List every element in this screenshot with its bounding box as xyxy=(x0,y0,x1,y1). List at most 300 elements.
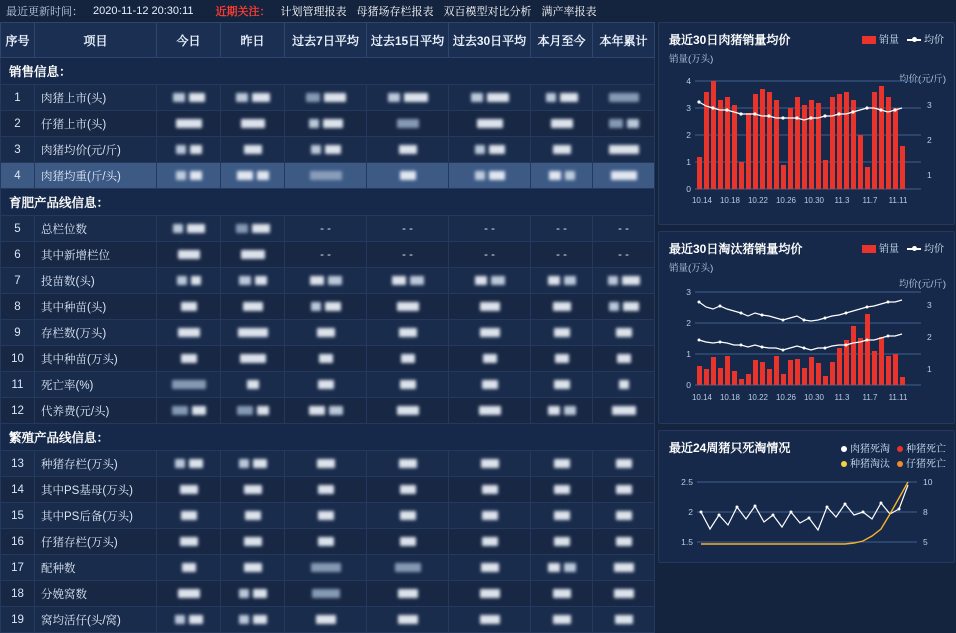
cell-today xyxy=(157,268,221,294)
legend-sales-volume[interactable] xyxy=(862,31,899,46)
svg-text:4: 4 xyxy=(686,76,691,86)
cell-avg15 xyxy=(367,85,449,111)
cell-yesterday xyxy=(221,242,285,268)
legend-label-volume: 销量 xyxy=(879,35,899,46)
cell-avg7 xyxy=(285,294,367,320)
svg-text:2: 2 xyxy=(927,331,932,342)
cell-avg15 xyxy=(367,111,449,137)
row-index: 2 xyxy=(1,111,35,137)
cell-today xyxy=(157,111,221,137)
row-index: 19 xyxy=(1,607,35,633)
svg-text:3: 3 xyxy=(686,103,691,113)
section-title: 繁殖产品线信息： xyxy=(1,424,655,451)
cell-ytd xyxy=(593,451,655,477)
col-avg30[interactable]: 过去30日平均 xyxy=(449,23,531,58)
dashboard-body xyxy=(0,22,955,627)
legend-breeder-death[interactable] xyxy=(897,440,946,455)
svg-text:2: 2 xyxy=(688,507,693,517)
update-time-label: 最近更新时间： xyxy=(6,6,83,18)
cell-mtd xyxy=(531,320,593,346)
legend-label-volume-2: 销量 xyxy=(879,243,899,255)
cell-mtd xyxy=(531,503,593,529)
chart-legend-3 xyxy=(841,440,946,455)
table-row[interactable] xyxy=(1,242,655,268)
legend-label-2: 种猪死亡 xyxy=(906,444,946,455)
cell-mtd xyxy=(531,268,593,294)
chart1-ylabel: 销量(万头) xyxy=(669,54,714,65)
row-index: 9 xyxy=(1,320,35,346)
row-label: 分娩窝数 xyxy=(35,581,157,607)
link-sow-inventory-report[interactable]: 母猪场存栏报表 xyxy=(356,6,434,18)
section-title: 销售信息： xyxy=(1,58,655,85)
svg-text:3: 3 xyxy=(927,100,932,110)
row-label: 其中种苗(头) xyxy=(35,294,157,320)
cell-avg30 xyxy=(449,529,531,555)
svg-text:10.14: 10.14 xyxy=(691,392,713,402)
legend-avg-price-2[interactable] xyxy=(907,240,944,255)
cell-avg15: - - xyxy=(367,216,449,242)
svg-text:1: 1 xyxy=(927,363,932,374)
legend-swatch-bar xyxy=(862,245,876,253)
svg-text:3: 3 xyxy=(686,286,691,297)
table-header-row xyxy=(1,23,655,58)
cell-avg7 xyxy=(285,346,367,372)
cell-today xyxy=(157,320,221,346)
cell-ytd xyxy=(593,398,655,424)
svg-text:2.5: 2.5 xyxy=(681,477,693,487)
cell-today xyxy=(157,477,221,503)
row-label: 投苗数(头) xyxy=(35,268,157,294)
row-index: 10 xyxy=(1,346,35,372)
chart2-bars xyxy=(697,314,905,385)
chart-title-1: 最近30日肉猪销量均价 xyxy=(669,33,791,47)
chart1-canvas xyxy=(659,67,956,217)
table-row[interactable] xyxy=(1,451,655,477)
legend-label-price: 均价 xyxy=(924,35,944,46)
table-row[interactable] xyxy=(1,372,655,398)
cell-avg15 xyxy=(367,320,449,346)
legend-swatch-line xyxy=(907,39,921,41)
cell-avg7 xyxy=(285,398,367,424)
legend-swatch-bar xyxy=(862,36,876,44)
row-index: 6 xyxy=(1,242,35,268)
cell-avg15 xyxy=(367,555,449,581)
cell-mtd xyxy=(531,137,593,163)
cell-yesterday xyxy=(221,163,285,189)
legend-breeder-cull[interactable] xyxy=(841,455,890,470)
row-label: 窝均活仔(头/窝) xyxy=(35,607,157,633)
chart-legend-1 xyxy=(862,31,944,46)
cell-avg15 xyxy=(367,398,449,424)
charts-column xyxy=(658,22,955,563)
cell-ytd xyxy=(593,477,655,503)
svg-text:11.3: 11.3 xyxy=(834,196,850,205)
focus-label: 近期关注： xyxy=(215,6,271,18)
cell-avg15 xyxy=(367,294,449,320)
row-label: 代养费(元/头) xyxy=(35,398,157,424)
cell-mtd xyxy=(531,163,593,189)
cell-avg15 xyxy=(367,451,449,477)
link-plan-report[interactable]: 计划管理报表 xyxy=(280,6,347,18)
cell-ytd xyxy=(593,555,655,581)
svg-text:11.3: 11.3 xyxy=(834,392,850,402)
cell-avg7 xyxy=(285,137,367,163)
row-label: 配种数 xyxy=(35,555,157,581)
cell-ytd xyxy=(593,85,655,111)
cell-avg30 xyxy=(449,503,531,529)
table-row[interactable] xyxy=(1,346,655,372)
cell-today xyxy=(157,163,221,189)
cell-yesterday xyxy=(221,529,285,555)
cell-yesterday xyxy=(221,320,285,346)
section-header-breeding xyxy=(1,424,655,451)
legend-label-1: 肉猪死淘 xyxy=(850,444,890,455)
row-label: 其中PS基母(万头) xyxy=(35,477,157,503)
svg-text:10: 10 xyxy=(923,477,933,487)
row-index: 17 xyxy=(1,555,35,581)
col-avg15[interactable]: 过去15日平均 xyxy=(367,23,449,58)
svg-text:1: 1 xyxy=(686,348,691,359)
cell-mtd: - - xyxy=(531,216,593,242)
row-index: 14 xyxy=(1,477,35,503)
section-header-fattening xyxy=(1,189,655,216)
cell-today xyxy=(157,398,221,424)
cell-avg15 xyxy=(367,529,449,555)
chart1-y2label: 均价(元/斤) xyxy=(899,74,946,85)
row-index: 7 xyxy=(1,268,35,294)
row-label: 种猪存栏(万头) xyxy=(35,451,157,477)
svg-text:10.30: 10.30 xyxy=(803,196,825,205)
metrics-table-panel xyxy=(0,22,658,627)
svg-text:10.26: 10.26 xyxy=(775,196,797,205)
cell-today xyxy=(157,607,221,633)
cell-avg7 xyxy=(285,503,367,529)
cell-today xyxy=(157,529,221,555)
cell-avg15 xyxy=(367,346,449,372)
row-label: 其中种苗(万头) xyxy=(35,346,157,372)
table-row[interactable] xyxy=(1,503,655,529)
cell-yesterday xyxy=(221,477,285,503)
cell-yesterday xyxy=(221,607,285,633)
cell-avg7 xyxy=(285,607,367,633)
top-status-bar xyxy=(0,0,955,22)
cell-avg15 xyxy=(367,372,449,398)
section-header-sales xyxy=(1,58,655,85)
chart2-xticks xyxy=(692,393,908,402)
col-index[interactable]: 序号 xyxy=(1,23,35,58)
svg-text:1: 1 xyxy=(927,170,932,180)
section-title: 育肥产品线信息： xyxy=(1,189,655,216)
row-index: 13 xyxy=(1,451,35,477)
cell-today xyxy=(157,242,221,268)
cell-avg15 xyxy=(367,581,449,607)
cell-ytd xyxy=(593,581,655,607)
cell-today xyxy=(157,216,221,242)
cell-today xyxy=(157,503,221,529)
cell-yesterday xyxy=(221,581,285,607)
table-row[interactable] xyxy=(1,398,655,424)
cell-today xyxy=(157,555,221,581)
cell-avg30 xyxy=(449,320,531,346)
cell-avg15 xyxy=(367,503,449,529)
table-row[interactable] xyxy=(1,268,655,294)
update-time-value: 2020-11-12 20:30:11 xyxy=(93,5,194,17)
chart-title-3: 最近24周猪只死淘情况 xyxy=(669,441,791,455)
row-label: 其中PS后备(万头) xyxy=(35,503,157,529)
cell-avg30 xyxy=(449,346,531,372)
cell-avg30 xyxy=(449,451,531,477)
table-row[interactable] xyxy=(1,111,655,137)
chart2-canvas xyxy=(659,276,956,418)
cell-ytd xyxy=(593,320,655,346)
cell-avg7: - - xyxy=(285,242,367,268)
chart-panel-cull-sales xyxy=(658,231,955,424)
svg-text:0: 0 xyxy=(686,184,691,194)
metrics-table xyxy=(0,22,655,633)
cell-today xyxy=(157,451,221,477)
row-label: 总栏位数 xyxy=(35,216,157,242)
cell-ytd xyxy=(593,503,655,529)
cell-avg15 xyxy=(367,268,449,294)
cell-avg15 xyxy=(367,163,449,189)
legend-avg-price[interactable] xyxy=(907,31,944,46)
cell-today xyxy=(157,372,221,398)
chart3-fattening-line xyxy=(701,485,908,530)
cell-avg30 xyxy=(449,555,531,581)
chart-legend-2 xyxy=(862,240,944,255)
cell-avg30 xyxy=(449,85,531,111)
col-today[interactable]: 今日 xyxy=(157,23,221,58)
cell-ytd xyxy=(593,137,655,163)
cell-avg7: - - xyxy=(285,216,367,242)
cell-yesterday xyxy=(221,346,285,372)
cell-today xyxy=(157,294,221,320)
svg-text:2: 2 xyxy=(927,135,932,145)
cell-avg7 xyxy=(285,111,367,137)
cell-mtd xyxy=(531,372,593,398)
svg-text:0: 0 xyxy=(686,379,691,390)
cell-avg15 xyxy=(367,607,449,633)
svg-text:10.18: 10.18 xyxy=(719,392,741,402)
row-index: 18 xyxy=(1,581,35,607)
cell-avg7 xyxy=(285,581,367,607)
row-label: 肉猪上市(头) xyxy=(35,85,157,111)
cell-today xyxy=(157,137,221,163)
table-row[interactable] xyxy=(1,85,655,111)
cell-mtd xyxy=(531,581,593,607)
cell-today xyxy=(157,581,221,607)
col-yesterday[interactable]: 昨日 xyxy=(221,23,285,58)
chart-legend-3b xyxy=(841,455,946,470)
cell-yesterday xyxy=(221,503,285,529)
cell-yesterday xyxy=(221,451,285,477)
table-row[interactable] xyxy=(1,320,655,346)
cell-mtd xyxy=(531,85,593,111)
row-label: 死亡率(%) xyxy=(35,372,157,398)
svg-text:5: 5 xyxy=(923,537,928,547)
table-row[interactable] xyxy=(1,581,655,607)
svg-text:10.22: 10.22 xyxy=(747,392,769,402)
legend-fattening-mortality[interactable] xyxy=(841,440,890,455)
cell-avg7 xyxy=(285,529,367,555)
cell-avg30 xyxy=(449,294,531,320)
cell-mtd xyxy=(531,398,593,424)
cell-ytd xyxy=(593,372,655,398)
row-label: 其中新增栏位 xyxy=(35,242,157,268)
cell-yesterday xyxy=(221,137,285,163)
cell-avg7 xyxy=(285,268,367,294)
row-index: 4 xyxy=(1,163,35,189)
link-dual-model-compare[interactable]: 双百模型对比分析 xyxy=(443,6,532,18)
row-label: 肉猪均重(斤/头) xyxy=(35,163,157,189)
cell-avg30 xyxy=(449,398,531,424)
cell-ytd xyxy=(593,268,655,294)
legend-swatch-line xyxy=(907,248,921,250)
row-index: 8 xyxy=(1,294,35,320)
table-row[interactable] xyxy=(1,294,655,320)
cell-avg30 xyxy=(449,268,531,294)
cell-yesterday xyxy=(221,398,285,424)
legend-label-3: 种猪淘汰 xyxy=(850,459,890,470)
svg-text:10.26: 10.26 xyxy=(775,392,797,402)
chart2-price-line-lower xyxy=(699,334,902,350)
chart-panel-pig-sales xyxy=(658,22,955,225)
cell-avg7 xyxy=(285,320,367,346)
col-month-to-date[interactable]: 本月至今 xyxy=(531,23,593,58)
col-year-to-date[interactable]: 本年累计 xyxy=(593,23,655,58)
svg-text:10.18: 10.18 xyxy=(719,196,741,205)
cell-mtd: - - xyxy=(531,242,593,268)
cell-avg30: - - xyxy=(449,216,531,242)
cell-mtd xyxy=(531,477,593,503)
cell-mtd xyxy=(531,451,593,477)
cell-avg15: - - xyxy=(367,242,449,268)
cell-avg30 xyxy=(449,477,531,503)
row-index: 16 xyxy=(1,529,35,555)
cell-ytd xyxy=(593,607,655,633)
cell-yesterday xyxy=(221,555,285,581)
table-row-selected[interactable] xyxy=(1,163,655,189)
svg-text:1.5: 1.5 xyxy=(681,537,693,547)
cell-today xyxy=(157,346,221,372)
svg-text:10.22: 10.22 xyxy=(747,196,769,205)
chart2-y2label: 均价(元/斤) xyxy=(899,278,946,290)
row-index: 15 xyxy=(1,503,35,529)
cell-ytd xyxy=(593,163,655,189)
row-index: 12 xyxy=(1,398,35,424)
svg-text:11.7: 11.7 xyxy=(862,196,878,205)
cell-ytd: - - xyxy=(593,216,655,242)
cell-avg7 xyxy=(285,372,367,398)
cell-avg7 xyxy=(285,451,367,477)
svg-text:10.30: 10.30 xyxy=(803,392,825,402)
table-row[interactable] xyxy=(1,216,655,242)
cell-ytd xyxy=(593,346,655,372)
cell-ytd xyxy=(593,111,655,137)
cell-yesterday xyxy=(221,85,285,111)
cell-mtd xyxy=(531,346,593,372)
svg-text:10.14: 10.14 xyxy=(691,196,713,205)
legend-sales-volume-2[interactable] xyxy=(862,240,899,255)
cell-yesterday xyxy=(221,372,285,398)
chart3-canvas xyxy=(659,474,956,564)
cell-avg7 xyxy=(285,477,367,503)
svg-text:2: 2 xyxy=(686,130,691,140)
row-label: 肉猪均价(元/斤) xyxy=(35,137,157,163)
cell-avg7 xyxy=(285,163,367,189)
chart1-xticks xyxy=(692,196,908,205)
cell-avg30 xyxy=(449,372,531,398)
svg-text:11.11: 11.11 xyxy=(888,392,908,402)
row-label: 存栏数(万头) xyxy=(35,320,157,346)
cell-avg30 xyxy=(449,163,531,189)
svg-text:2: 2 xyxy=(686,317,691,328)
chart3-piglet-line xyxy=(701,482,908,544)
row-label: 仔猪上市(头) xyxy=(35,111,157,137)
legend-label-price-2: 均价 xyxy=(924,243,944,255)
legend-label-4: 仔猪死亡 xyxy=(906,459,946,470)
cell-avg30 xyxy=(449,581,531,607)
cell-avg15 xyxy=(367,477,449,503)
cell-mtd xyxy=(531,294,593,320)
svg-text:3: 3 xyxy=(927,299,932,310)
cell-mtd xyxy=(531,607,593,633)
cell-ytd: - - xyxy=(593,242,655,268)
svg-text:11.7: 11.7 xyxy=(862,392,878,402)
table-row[interactable] xyxy=(1,529,655,555)
chart2-ylabel: 销量(万头) xyxy=(669,262,714,274)
col-item[interactable]: 项目 xyxy=(35,23,157,58)
table-row[interactable] xyxy=(1,607,655,633)
row-index: 5 xyxy=(1,216,35,242)
chart2-price-line-upper xyxy=(699,300,902,321)
svg-text:1: 1 xyxy=(686,157,691,167)
cell-yesterday xyxy=(221,216,285,242)
row-index: 1 xyxy=(1,85,35,111)
row-label: 仔猪存栏(万头) xyxy=(35,529,157,555)
cell-avg30 xyxy=(449,111,531,137)
cell-yesterday xyxy=(221,111,285,137)
cell-avg7 xyxy=(285,555,367,581)
chart-title-2: 最近30日淘汰猪销量均价 xyxy=(669,241,803,256)
table-row[interactable] xyxy=(1,137,655,163)
cell-mtd xyxy=(531,555,593,581)
cell-avg7 xyxy=(285,85,367,111)
cell-avg30: - - xyxy=(449,242,531,268)
cell-avg15 xyxy=(367,137,449,163)
cell-avg30 xyxy=(449,137,531,163)
link-capacity-rate-report[interactable]: 满产率报表 xyxy=(541,6,597,18)
row-index: 11 xyxy=(1,372,35,398)
cell-yesterday xyxy=(221,268,285,294)
metrics-table-body xyxy=(1,58,655,633)
col-avg7[interactable]: 过去7日平均 xyxy=(285,23,367,58)
legend-piglet-death[interactable] xyxy=(897,455,946,470)
cell-mtd xyxy=(531,111,593,137)
cell-today xyxy=(157,85,221,111)
table-row[interactable] xyxy=(1,555,655,581)
cell-mtd xyxy=(531,529,593,555)
cell-ytd xyxy=(593,294,655,320)
svg-text:8: 8 xyxy=(923,507,928,517)
svg-text:11.11: 11.11 xyxy=(888,196,908,205)
cell-avg30 xyxy=(449,607,531,633)
table-row[interactable] xyxy=(1,477,655,503)
cell-ytd xyxy=(593,529,655,555)
chart-panel-mortality xyxy=(658,430,955,563)
cell-yesterday xyxy=(221,294,285,320)
row-index: 3 xyxy=(1,137,35,163)
